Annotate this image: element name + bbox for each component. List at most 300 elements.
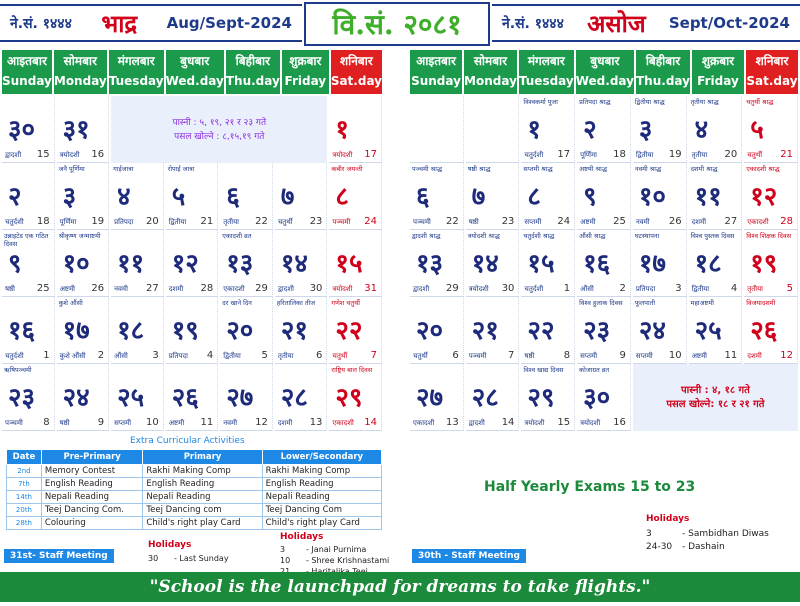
nepali-date: १९ — [171, 316, 199, 346]
date-cell[interactable] — [410, 297, 464, 364]
date-cell[interactable] — [2, 230, 55, 297]
english-date: 26 — [668, 216, 682, 227]
english-date: 10 — [145, 417, 159, 428]
nepali-date: २२ — [527, 316, 555, 346]
weekday-english: Thu.day — [635, 74, 690, 88]
tithi: सप्तमी — [635, 352, 653, 360]
english-date: 17 — [557, 149, 571, 160]
weekday-english: Monday — [53, 74, 107, 88]
date-cell[interactable] — [633, 230, 687, 297]
english-date: 11 — [724, 350, 738, 361]
tithi: सप्तमी — [524, 218, 542, 226]
english-date: 25 — [613, 216, 626, 227]
tithi: पञ्चमी — [413, 218, 431, 226]
english-date: 19 — [91, 216, 105, 227]
english-date: 28 — [200, 283, 214, 294]
weekday-right-4 — [636, 50, 690, 94]
year-title: वि.सं. २०८१ — [304, 2, 490, 46]
cell-pre: Nepali Reading — [41, 491, 142, 504]
nepali-date: ७ — [280, 182, 295, 212]
english-date: 18 — [36, 216, 50, 227]
nepali-date: ३० — [8, 115, 36, 145]
weekday-english: Sunday — [411, 74, 461, 88]
cell-event: नवमी श्राद्ध — [634, 165, 662, 173]
english-date: 7 — [508, 350, 515, 361]
cell-event: द्वादशी श्राद्ध — [412, 232, 441, 240]
tithi: एकादशी — [332, 419, 354, 427]
date-cell[interactable] — [275, 230, 328, 297]
nepali-date: १५ — [527, 249, 555, 279]
weekday-nepali: शुक्रबार — [289, 54, 322, 68]
english-date: 24 — [557, 216, 571, 227]
col-header-primary: Primary — [143, 450, 262, 465]
date-cell[interactable] — [275, 297, 328, 364]
date-cell[interactable] — [577, 96, 631, 163]
english-date: 28 — [780, 216, 793, 227]
tithi: षष्ठी — [59, 419, 70, 427]
date-cell[interactable] — [220, 163, 273, 230]
tithi: चतुर्थी — [277, 218, 293, 226]
tithi: एकादशी — [747, 218, 769, 226]
english-date: 15 — [557, 417, 571, 428]
nepali-date: १९ — [750, 249, 778, 279]
weekday-nepali: सोमबार — [473, 54, 508, 68]
cell-event: श्रीकृष्ण जन्माष्टमी — [58, 232, 101, 240]
nepali-date: १२ — [171, 249, 199, 279]
nepali-date: २ — [583, 115, 597, 145]
nepali-date: ८ — [335, 182, 349, 212]
date-cell[interactable] — [2, 297, 55, 364]
nepali-date: २९ — [335, 383, 363, 413]
motto-bar — [0, 572, 800, 602]
right-month-header — [492, 4, 800, 42]
date-cell[interactable] — [521, 230, 575, 297]
english-date: 13 — [309, 417, 323, 428]
nepali-date: १३ — [226, 249, 254, 279]
date-cell[interactable] — [689, 163, 743, 230]
tithi: दशमी — [747, 352, 762, 360]
tithi: तृतीया — [691, 151, 708, 159]
left-month-name: भाद्र — [101, 8, 138, 38]
cell-event: चतुर्थी श्राद्ध — [746, 98, 774, 106]
nepali-date: ६ — [226, 182, 240, 212]
cell-event: द्वितीया श्राद्ध — [634, 98, 665, 106]
date-cell[interactable] — [689, 297, 743, 364]
right-nepal-sambat: ने.सं. १४४४ — [502, 15, 564, 32]
notes-box — [633, 364, 798, 431]
english-date: 9 — [619, 350, 626, 361]
english-date: 5 — [261, 350, 268, 361]
nepali-date: ९ — [583, 182, 597, 212]
weekday-english: Thu.day — [225, 74, 280, 88]
weekday-right-5 — [692, 50, 744, 94]
cell-date: 28th — [7, 517, 42, 530]
english-date: 27 — [724, 216, 738, 227]
nepali-date: १६ — [8, 316, 36, 346]
tithi: पञ्चमी — [332, 218, 351, 226]
tithi: एकादशी — [223, 285, 245, 293]
left-english-months: Aug/Sept-2024 — [166, 14, 292, 32]
english-date: 3 — [675, 283, 682, 294]
date-cell[interactable] — [744, 297, 798, 364]
english-date: 25 — [36, 283, 50, 294]
col-header-pre-primary: Pre-Primary — [41, 450, 142, 465]
notes-line: पसल खोल्ने: १८ र २१ गते — [666, 398, 765, 410]
empty-cell — [466, 96, 520, 163]
date-cell[interactable] — [329, 230, 382, 297]
date-cell[interactable] — [410, 230, 464, 297]
nepali-date: ७ — [471, 182, 486, 212]
nepali-date: १० — [62, 249, 90, 279]
tithi: चतुर्दशी — [5, 352, 24, 360]
weekday-english: Sat.day — [330, 74, 382, 88]
english-date: 30 — [501, 283, 515, 294]
date-cell[interactable] — [744, 96, 798, 163]
left-weekday-header — [2, 50, 382, 94]
english-date: 26 — [91, 283, 105, 294]
tithi: चतुर्दशी — [5, 218, 24, 226]
english-date: 22 — [255, 216, 268, 227]
cell-event: कुशे औंसी — [58, 299, 83, 307]
cell-event: विश्व खाद्य दिवस — [523, 366, 564, 374]
cell-event: विश्व शिक्षक दिवस — [746, 232, 791, 240]
tithi: अष्टमी — [691, 352, 707, 360]
notes-box — [111, 96, 327, 163]
weekday-nepali: शनिबार — [755, 54, 789, 68]
date-cell[interactable] — [521, 297, 575, 364]
date-cell[interactable] — [57, 96, 110, 163]
english-date: 16 — [613, 417, 626, 428]
cell-event: गणेश चतुर्थी — [331, 299, 360, 307]
nepali-date: ५ — [171, 182, 186, 212]
tithi: त्रयोदशी — [59, 151, 80, 159]
tithi: प्रतिपदा — [114, 218, 134, 226]
tithi: अष्टमी — [59, 285, 75, 293]
weekday-nepali: शनिबार — [340, 54, 373, 68]
english-date: 1 — [43, 350, 50, 361]
nepali-date: ११ — [117, 249, 145, 279]
cell-pre: Teej Dancing Com. — [41, 504, 142, 517]
date-cell[interactable] — [466, 297, 520, 364]
cell-sec: Teej Dancing Com — [262, 504, 381, 517]
tithi: नवमी — [635, 218, 650, 226]
english-date: 23 — [309, 216, 323, 227]
date-cell[interactable] — [2, 96, 55, 163]
date-cell[interactable] — [410, 364, 464, 431]
right-month-name: असोज — [587, 8, 646, 38]
weekday-english: Sat.day — [746, 74, 798, 88]
tithi: दशमी — [691, 218, 707, 226]
nepali-date: १६ — [583, 249, 611, 279]
tithi: त्रयोदशी — [580, 419, 601, 427]
date-cell[interactable] — [689, 230, 743, 297]
tithi: त्रयोदशी — [332, 151, 353, 159]
date-cell[interactable] — [466, 163, 520, 230]
tithi: त्रयोदशी — [524, 419, 545, 427]
weekday-nepali: मंगलबार — [117, 54, 155, 68]
weekday-nepali: आइतबार — [7, 54, 47, 68]
date-cell[interactable] — [689, 96, 743, 163]
tithi: चतुर्थी — [747, 151, 763, 159]
cell-pri: English Reading — [143, 478, 262, 491]
tithi: द्वितीया — [691, 285, 710, 293]
cell-pri: Nepali Reading — [143, 491, 262, 504]
english-date: 13 — [445, 417, 459, 428]
weekday-english: Friday — [697, 74, 739, 88]
left-holidays-title-2: Holidays — [280, 532, 324, 542]
english-date: 24 — [364, 216, 377, 227]
english-date: 2 — [619, 283, 626, 294]
cell-event: विश्वकर्मा पूजा — [523, 98, 558, 106]
weekday-nepali: बिहीबार — [235, 54, 270, 68]
nepali-date: २२ — [335, 316, 363, 346]
table-row — [7, 491, 382, 504]
date-cell[interactable] — [329, 163, 382, 230]
notes-line: पसल खोल्ने : ८,१५,१९ गते — [174, 131, 265, 142]
cell-event: घटस्थापना — [634, 232, 660, 240]
english-date: 8 — [43, 417, 50, 428]
english-date: 5 — [786, 283, 793, 294]
date-cell[interactable] — [166, 163, 219, 230]
nepali-date: १७ — [638, 249, 666, 279]
nepali-date: २४ — [638, 316, 666, 346]
english-date: 23 — [501, 216, 515, 227]
nepali-date: २७ — [226, 383, 254, 413]
tithi: षष्ठी — [5, 285, 15, 293]
half-yearly-exams: Half Yearly Exams 15 to 23 — [484, 479, 696, 495]
english-date: 6 — [452, 350, 459, 361]
table-row — [7, 465, 382, 478]
tithi: द्वादशी — [5, 151, 22, 159]
cell-sec: Rakhi Making Comp — [262, 465, 381, 478]
tithi: द्वितीया — [223, 352, 241, 360]
date-cell[interactable] — [57, 297, 110, 364]
cell-event: महाअष्टमी — [690, 299, 714, 307]
weekday-nepali: बिहीबार — [645, 54, 681, 68]
nepali-date: १३ — [416, 249, 444, 279]
activities-caption: Extra Curricular Activities — [130, 436, 245, 446]
notes-line: पास्नी : ४, १८ गते — [680, 384, 750, 396]
tithi: तृतीया — [747, 285, 763, 293]
tithi: औंसी — [114, 352, 128, 360]
cell-event: चतुर्दशी श्राद्ध — [523, 232, 555, 240]
date-cell[interactable] — [220, 297, 273, 364]
cell-event: फूलपाती — [634, 299, 656, 307]
date-cell[interactable] — [521, 96, 575, 163]
left-holidays-title: Holidays — [148, 540, 192, 550]
date-cell[interactable] — [111, 230, 164, 297]
tithi: तृतीया — [223, 218, 239, 226]
english-date: 10 — [668, 350, 682, 361]
weekday-nepali: बुधबार — [590, 54, 620, 68]
date-cell[interactable] — [111, 364, 164, 431]
date-cell[interactable] — [577, 364, 631, 431]
date-cell[interactable] — [220, 364, 273, 431]
cell-pri: Rakhi Making Comp — [143, 465, 262, 478]
nepali-date: १ — [335, 115, 349, 145]
weekday-left-6 — [331, 50, 382, 94]
cell-event: कोजाग्रत व्रत — [579, 366, 610, 374]
english-date: 14 — [501, 417, 515, 428]
nepali-date: ३ — [638, 115, 653, 145]
cell-event: त्रयोदशी श्राद्ध — [467, 232, 500, 240]
english-date: 1 — [563, 283, 571, 294]
nepali-date: ६ — [416, 182, 430, 212]
nepali-date: १८ — [694, 249, 722, 279]
right-month-grid — [410, 96, 798, 431]
weekday-english: Tuesday — [108, 74, 164, 88]
date-cell[interactable] — [577, 297, 631, 364]
date-cell[interactable] — [521, 364, 575, 431]
date-cell[interactable] — [466, 364, 520, 431]
nepali-date: १२ — [750, 182, 778, 212]
nepali-date: १७ — [62, 316, 90, 346]
nepali-date: २३ — [583, 316, 611, 346]
tithi: पञ्चमी — [468, 352, 487, 360]
cell-sec: Nepali Reading — [262, 491, 381, 504]
weekday-english: Sunday — [2, 74, 52, 88]
date-cell[interactable] — [2, 163, 55, 230]
date-cell[interactable] — [57, 163, 110, 230]
nepali-date: ९ — [8, 249, 22, 279]
tithi: चतुर्दशी — [524, 151, 544, 159]
english-date: 15 — [36, 149, 50, 160]
nepali-date: २३ — [8, 383, 36, 413]
tithi: द्वितीया — [168, 218, 187, 226]
nepali-date: १८ — [117, 316, 145, 346]
date-cell[interactable] — [466, 230, 520, 297]
weekday-right-2 — [519, 50, 574, 94]
nepali-date: १ — [527, 115, 541, 145]
tithi: अष्टमी — [168, 419, 185, 427]
table-row — [7, 517, 382, 530]
nepali-date: २६ — [171, 383, 199, 413]
cell-event: राष्ट्रिय बाल दिवस — [331, 366, 373, 374]
english-date: 17 — [364, 149, 377, 160]
weekday-english: Monday — [464, 74, 517, 88]
cell-event: गाईजात्रा — [113, 165, 134, 173]
cell-event: एकादशी श्राद्ध — [746, 165, 780, 173]
left-month-grid — [2, 96, 382, 431]
empty-cell — [410, 96, 464, 163]
weekday-english: Tuesday — [518, 74, 574, 88]
weekday-right-3 — [576, 50, 634, 94]
cell-pri: Teej Dancing com — [143, 504, 262, 517]
date-cell[interactable] — [744, 230, 798, 297]
date-cell[interactable] — [410, 163, 464, 230]
weekday-nepali: मंगलबार — [527, 54, 565, 68]
english-date: 18 — [613, 149, 626, 160]
date-cell[interactable] — [744, 163, 798, 230]
tithi: द्वादशी — [277, 285, 294, 293]
tithi: औंसी — [580, 285, 594, 293]
date-cell[interactable] — [329, 96, 382, 163]
weekday-left-2 — [109, 50, 164, 94]
english-date: 20 — [145, 216, 159, 227]
cell-sec: Child's right play Card — [262, 517, 381, 530]
cell-pri: Child's right play Card — [143, 517, 262, 530]
english-date: 8 — [563, 350, 571, 361]
date-cell[interactable] — [275, 163, 328, 230]
weekday-right-1 — [464, 50, 517, 94]
date-cell[interactable] — [166, 364, 219, 431]
nepali-date: २ — [8, 182, 22, 212]
nepali-date: ८ — [527, 182, 541, 212]
date-cell[interactable] — [166, 230, 219, 297]
tithi: द्वितीया — [635, 151, 654, 159]
english-date: 22 — [445, 216, 459, 227]
nepali-date: ४ — [694, 115, 709, 145]
tithi: सप्तमी — [114, 419, 132, 427]
right-holidays-title: Holidays — [646, 514, 690, 524]
date-cell[interactable] — [577, 230, 631, 297]
english-date: 31 — [364, 283, 377, 294]
date-cell[interactable] — [577, 163, 631, 230]
nepali-date: २९ — [527, 383, 555, 413]
date-cell[interactable] — [633, 297, 687, 364]
date-cell[interactable] — [329, 297, 382, 364]
date-cell[interactable] — [521, 163, 575, 230]
nepali-date: ५ — [750, 115, 764, 145]
col-header-date: Date — [7, 450, 42, 465]
nepali-date: २४ — [62, 383, 90, 413]
cell-event: रोपाई जात्रा — [167, 165, 195, 173]
cell-event: सप्तमी श्राद्ध — [523, 165, 553, 173]
date-cell[interactable] — [633, 96, 687, 163]
date-cell[interactable] — [57, 364, 110, 431]
left-holidays-list-2: 3 - Janai Purnima 10 - Shree Krishnastami — [280, 545, 390, 565]
date-cell[interactable] — [111, 163, 164, 230]
cell-date: 20th — [7, 504, 42, 517]
tithi: कुशे औंसी — [59, 352, 86, 360]
tithi: दशमी — [168, 285, 184, 293]
cell-sec: English Reading — [262, 478, 381, 491]
notes-line: पास्नी : ५, १९, २१ र २३ गते — [172, 117, 267, 128]
date-cell[interactable] — [2, 364, 55, 431]
date-cell[interactable] — [220, 230, 273, 297]
cell-event: अष्टमी श्राद्ध — [579, 165, 608, 173]
nepali-date: ३१ — [62, 115, 90, 145]
date-cell[interactable] — [275, 364, 328, 431]
weekday-left-4 — [226, 50, 280, 94]
right-weekday-header — [410, 50, 798, 94]
date-cell[interactable] — [329, 364, 382, 431]
left-staff-meeting: 31st- Staff Meeting — [4, 549, 114, 563]
tithi: चतुर्थी — [332, 352, 348, 360]
cell-pre: Colouring — [41, 517, 142, 530]
tithi: पञ्चमी — [5, 419, 23, 427]
date-cell[interactable] — [633, 163, 687, 230]
nepali-date: २० — [226, 316, 254, 346]
right-staff-meeting: 30th - Staff Meeting — [412, 549, 526, 563]
tithi: चतुर्दशी — [524, 285, 544, 293]
tithi: एकादशी — [413, 419, 435, 427]
date-cell[interactable] — [57, 230, 110, 297]
left-month-header — [0, 4, 302, 42]
cell-event: तृतीया श्राद्ध — [690, 98, 719, 106]
weekday-english: Wed.day — [165, 74, 224, 88]
tithi: तृतीया — [277, 352, 294, 360]
date-cell[interactable] — [166, 297, 219, 364]
col-header-secondary: Lower/Secondary — [262, 450, 381, 465]
date-cell[interactable] — [111, 297, 164, 364]
weekday-english: Wed.day — [575, 74, 634, 88]
left-nepal-sambat: ने.सं. १४४४ — [10, 15, 72, 32]
tithi: अष्टमी — [580, 218, 596, 226]
tithi: दशमी — [277, 419, 293, 427]
activities-table — [6, 449, 382, 530]
english-date: 21 — [780, 149, 793, 160]
